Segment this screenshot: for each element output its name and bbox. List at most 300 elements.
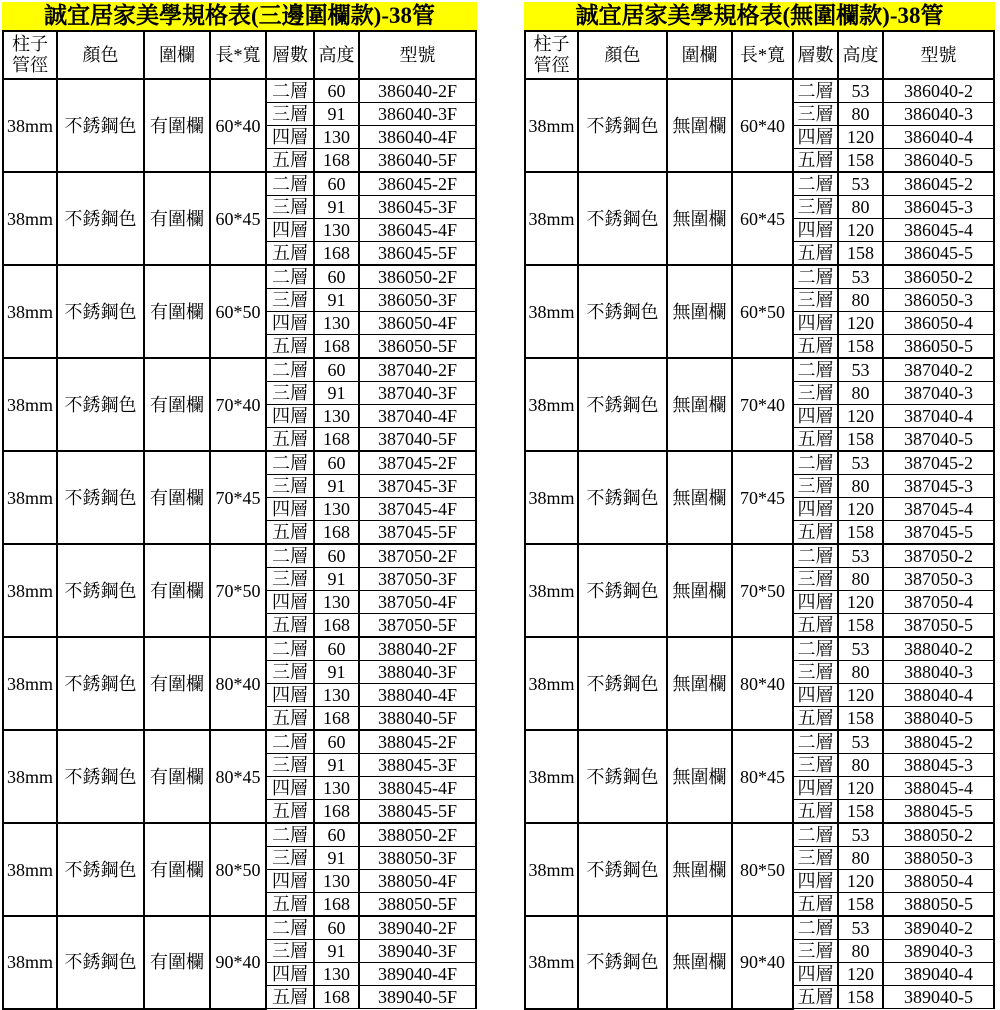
fence-cell: 無圍欄 bbox=[667, 730, 732, 823]
col-header-diameter-line2: 管徑 bbox=[533, 55, 570, 75]
diameter-cell: 38mm bbox=[525, 823, 578, 916]
height-cell: 60 bbox=[314, 637, 359, 661]
height-cell: 168 bbox=[314, 521, 359, 545]
color-cell: 不銹鋼色 bbox=[57, 916, 144, 1009]
header-row bbox=[525, 31, 994, 79]
height-cell: 91 bbox=[314, 754, 359, 777]
fence-cell: 有圍欄 bbox=[144, 544, 210, 637]
model-cell: 387040-4 bbox=[883, 405, 994, 428]
height-cell: 80 bbox=[838, 475, 883, 498]
height-cell: 91 bbox=[314, 847, 359, 870]
layer-cell: 五層 bbox=[266, 149, 314, 173]
size-cell: 70*45 bbox=[210, 451, 266, 544]
color-cell: 不銹鋼色 bbox=[578, 79, 667, 172]
layer-cell: 二層 bbox=[793, 172, 838, 196]
model-cell: 388045-3F bbox=[359, 754, 476, 777]
layer-cell: 五層 bbox=[266, 428, 314, 452]
height-cell: 53 bbox=[838, 79, 883, 103]
height-cell: 53 bbox=[838, 265, 883, 289]
layer-cell: 三層 bbox=[793, 568, 838, 591]
color-cell: 不銹鋼色 bbox=[578, 823, 667, 916]
layer-cell: 五層 bbox=[793, 242, 838, 266]
layer-cell: 三層 bbox=[266, 103, 314, 126]
height-cell: 91 bbox=[314, 382, 359, 405]
layer-cell: 五層 bbox=[266, 614, 314, 638]
height-cell: 53 bbox=[838, 730, 883, 754]
fence-cell: 無圍欄 bbox=[667, 79, 732, 172]
group-row bbox=[525, 544, 994, 568]
size-cell: 60*50 bbox=[732, 265, 793, 358]
col-header-color: 顏色 bbox=[57, 31, 144, 79]
fence-cell: 無圍欄 bbox=[667, 451, 732, 544]
layer-cell: 二層 bbox=[266, 916, 314, 940]
col-header-layers: 層數 bbox=[793, 31, 838, 79]
height-cell: 80 bbox=[838, 568, 883, 591]
height-cell: 91 bbox=[314, 289, 359, 312]
size-cell: 70*40 bbox=[210, 358, 266, 451]
layer-cell: 二層 bbox=[266, 823, 314, 847]
height-cell: 120 bbox=[838, 777, 883, 800]
col-header-size: 長*寬 bbox=[210, 31, 266, 79]
height-cell: 158 bbox=[838, 521, 883, 545]
diameter-cell: 38mm bbox=[525, 451, 578, 544]
model-cell: 387040-3F bbox=[359, 382, 476, 405]
group-row bbox=[525, 730, 994, 754]
size-cell: 60*45 bbox=[732, 172, 793, 265]
layer-cell: 三層 bbox=[266, 475, 314, 498]
layer-cell: 四層 bbox=[266, 963, 314, 986]
color-cell: 不銹鋼色 bbox=[57, 451, 144, 544]
diameter-cell: 38mm bbox=[3, 172, 57, 265]
size-cell: 60*40 bbox=[732, 79, 793, 172]
model-cell: 386050-3 bbox=[883, 289, 994, 312]
height-cell: 120 bbox=[838, 405, 883, 428]
diameter-cell: 38mm bbox=[525, 172, 578, 265]
layer-cell: 三層 bbox=[793, 382, 838, 405]
fence-cell: 有圍欄 bbox=[144, 730, 210, 823]
height-cell: 53 bbox=[838, 637, 883, 661]
diameter-cell: 38mm bbox=[3, 916, 57, 1009]
color-cell: 不銹鋼色 bbox=[57, 358, 144, 451]
height-cell: 60 bbox=[314, 358, 359, 382]
group-row bbox=[525, 79, 994, 103]
fence-cell: 有圍欄 bbox=[144, 358, 210, 451]
spec-table-unfenced bbox=[524, 2, 995, 1010]
model-cell: 387050-4 bbox=[883, 591, 994, 614]
layer-cell: 三層 bbox=[266, 754, 314, 777]
group-row bbox=[3, 730, 476, 754]
model-cell: 387045-4 bbox=[883, 498, 994, 521]
height-cell: 91 bbox=[314, 196, 359, 219]
model-cell: 388045-2F bbox=[359, 730, 476, 754]
height-cell: 80 bbox=[838, 196, 883, 219]
color-cell: 不銹鋼色 bbox=[578, 172, 667, 265]
spec-table-fenced bbox=[2, 2, 477, 1010]
model-cell: 386050-2F bbox=[359, 265, 476, 289]
height-cell: 130 bbox=[314, 963, 359, 986]
height-cell: 91 bbox=[314, 940, 359, 963]
color-cell: 不銹鋼色 bbox=[578, 544, 667, 637]
layer-cell: 三層 bbox=[793, 940, 838, 963]
diameter-cell: 38mm bbox=[3, 79, 57, 172]
fence-cell: 無圍欄 bbox=[667, 916, 732, 1009]
model-cell: 386050-3F bbox=[359, 289, 476, 312]
model-cell: 388040-2F bbox=[359, 637, 476, 661]
fence-cell: 無圍欄 bbox=[667, 544, 732, 637]
height-cell: 120 bbox=[838, 591, 883, 614]
model-cell: 388050-5F bbox=[359, 893, 476, 917]
group-row bbox=[3, 637, 476, 661]
model-cell: 388050-3 bbox=[883, 847, 994, 870]
layer-cell: 二層 bbox=[793, 637, 838, 661]
layer-cell: 三層 bbox=[793, 103, 838, 126]
group-row bbox=[3, 265, 476, 289]
group-row bbox=[3, 358, 476, 382]
size-cell: 80*40 bbox=[732, 637, 793, 730]
diameter-cell: 38mm bbox=[525, 544, 578, 637]
color-cell: 不銹鋼色 bbox=[57, 637, 144, 730]
layer-cell: 五層 bbox=[266, 893, 314, 917]
model-cell: 389040-2 bbox=[883, 916, 994, 940]
model-cell: 386050-5F bbox=[359, 335, 476, 359]
height-cell: 130 bbox=[314, 405, 359, 428]
height-cell: 158 bbox=[838, 428, 883, 452]
layer-cell: 四層 bbox=[793, 405, 838, 428]
layer-cell: 四層 bbox=[266, 870, 314, 893]
model-cell: 388050-3F bbox=[359, 847, 476, 870]
group-row bbox=[525, 451, 994, 475]
col-header-color: 顏色 bbox=[578, 31, 667, 79]
model-cell: 387045-2F bbox=[359, 451, 476, 475]
height-cell: 168 bbox=[314, 149, 359, 173]
model-cell: 388050-4F bbox=[359, 870, 476, 893]
group-row bbox=[3, 544, 476, 568]
layer-cell: 五層 bbox=[266, 800, 314, 824]
layer-cell: 五層 bbox=[793, 428, 838, 452]
height-cell: 168 bbox=[314, 986, 359, 1009]
height-cell: 130 bbox=[314, 312, 359, 335]
model-cell: 389040-5F bbox=[359, 986, 476, 1009]
layer-cell: 四層 bbox=[793, 126, 838, 149]
layer-cell: 三層 bbox=[266, 661, 314, 684]
model-cell: 388045-2 bbox=[883, 730, 994, 754]
layer-cell: 四層 bbox=[793, 684, 838, 707]
model-cell: 388050-2F bbox=[359, 823, 476, 847]
height-cell: 130 bbox=[314, 219, 359, 242]
color-cell: 不銹鋼色 bbox=[57, 823, 144, 916]
layer-cell: 四層 bbox=[793, 777, 838, 800]
height-cell: 130 bbox=[314, 870, 359, 893]
model-cell: 387045-2 bbox=[883, 451, 994, 475]
layer-cell: 二層 bbox=[793, 451, 838, 475]
model-cell: 388050-5 bbox=[883, 893, 994, 917]
model-cell: 386050-4 bbox=[883, 312, 994, 335]
model-cell: 388040-3 bbox=[883, 661, 994, 684]
height-cell: 80 bbox=[838, 103, 883, 126]
height-cell: 158 bbox=[838, 893, 883, 917]
spec-grid-unfenced bbox=[524, 30, 995, 1010]
col-header-size: 長*寬 bbox=[732, 31, 793, 79]
color-cell: 不銹鋼色 bbox=[578, 916, 667, 1009]
size-cell: 80*50 bbox=[732, 823, 793, 916]
group-row bbox=[3, 823, 476, 847]
layer-cell: 二層 bbox=[266, 730, 314, 754]
layer-cell: 五層 bbox=[793, 800, 838, 824]
layer-cell: 三層 bbox=[793, 661, 838, 684]
size-cell: 70*40 bbox=[732, 358, 793, 451]
diameter-cell: 38mm bbox=[3, 358, 57, 451]
model-cell: 387050-5F bbox=[359, 614, 476, 638]
size-cell: 80*45 bbox=[210, 730, 266, 823]
model-cell: 387040-2 bbox=[883, 358, 994, 382]
layer-cell: 五層 bbox=[266, 707, 314, 731]
model-cell: 387045-3 bbox=[883, 475, 994, 498]
layer-cell: 二層 bbox=[793, 544, 838, 568]
height-cell: 130 bbox=[314, 591, 359, 614]
size-cell: 80*50 bbox=[210, 823, 266, 916]
height-cell: 91 bbox=[314, 475, 359, 498]
model-cell: 387045-5 bbox=[883, 521, 994, 545]
layer-cell: 四層 bbox=[266, 777, 314, 800]
height-cell: 80 bbox=[838, 940, 883, 963]
height-cell: 120 bbox=[838, 684, 883, 707]
layer-cell: 三層 bbox=[793, 475, 838, 498]
layer-cell: 三層 bbox=[793, 847, 838, 870]
height-cell: 53 bbox=[838, 544, 883, 568]
diameter-cell: 38mm bbox=[525, 916, 578, 1009]
height-cell: 91 bbox=[314, 103, 359, 126]
fence-cell: 無圍欄 bbox=[667, 265, 732, 358]
model-cell: 389040-4 bbox=[883, 963, 994, 986]
height-cell: 168 bbox=[314, 800, 359, 824]
height-cell: 130 bbox=[314, 126, 359, 149]
model-cell: 387040-4F bbox=[359, 405, 476, 428]
model-cell: 388040-4F bbox=[359, 684, 476, 707]
diameter-cell: 38mm bbox=[3, 730, 57, 823]
height-cell: 158 bbox=[838, 335, 883, 359]
model-cell: 386040-5F bbox=[359, 149, 476, 173]
size-cell: 90*40 bbox=[210, 916, 266, 1009]
model-cell: 387050-2F bbox=[359, 544, 476, 568]
model-cell: 389040-5 bbox=[883, 986, 994, 1009]
layer-cell: 五層 bbox=[793, 149, 838, 173]
layer-cell: 五層 bbox=[266, 521, 314, 545]
height-cell: 80 bbox=[838, 847, 883, 870]
model-cell: 387045-5F bbox=[359, 521, 476, 545]
header-row bbox=[3, 31, 476, 79]
diameter-cell: 38mm bbox=[525, 265, 578, 358]
height-cell: 120 bbox=[838, 312, 883, 335]
layer-cell: 五層 bbox=[793, 614, 838, 638]
height-cell: 53 bbox=[838, 916, 883, 940]
height-cell: 130 bbox=[314, 498, 359, 521]
model-cell: 386040-3 bbox=[883, 103, 994, 126]
layer-cell: 四層 bbox=[266, 498, 314, 521]
height-cell: 60 bbox=[314, 265, 359, 289]
color-cell: 不銹鋼色 bbox=[57, 172, 144, 265]
height-cell: 80 bbox=[838, 661, 883, 684]
height-cell: 168 bbox=[314, 335, 359, 359]
fence-cell: 有圍欄 bbox=[144, 451, 210, 544]
model-cell: 386045-4 bbox=[883, 219, 994, 242]
height-cell: 158 bbox=[838, 614, 883, 638]
model-cell: 386045-3F bbox=[359, 196, 476, 219]
height-cell: 60 bbox=[314, 172, 359, 196]
layer-cell: 四層 bbox=[266, 405, 314, 428]
fence-cell: 有圍欄 bbox=[144, 637, 210, 730]
size-cell: 70*45 bbox=[732, 451, 793, 544]
layer-cell: 三層 bbox=[793, 289, 838, 312]
height-cell: 120 bbox=[838, 219, 883, 242]
fence-cell: 有圍欄 bbox=[144, 172, 210, 265]
group-row bbox=[525, 916, 994, 940]
col-header-model: 型號 bbox=[359, 31, 476, 79]
layer-cell: 二層 bbox=[266, 544, 314, 568]
group-row bbox=[3, 916, 476, 940]
model-cell: 386040-4 bbox=[883, 126, 994, 149]
model-cell: 388040-5 bbox=[883, 707, 994, 731]
model-cell: 388050-4 bbox=[883, 870, 994, 893]
size-cell: 80*45 bbox=[732, 730, 793, 823]
diameter-cell: 38mm bbox=[3, 637, 57, 730]
layer-cell: 五層 bbox=[793, 335, 838, 359]
model-cell: 386040-2 bbox=[883, 79, 994, 103]
color-cell: 不銹鋼色 bbox=[57, 265, 144, 358]
height-cell: 53 bbox=[838, 823, 883, 847]
layer-cell: 三層 bbox=[266, 289, 314, 312]
size-cell: 70*50 bbox=[732, 544, 793, 637]
model-cell: 388040-4 bbox=[883, 684, 994, 707]
model-cell: 388040-5F bbox=[359, 707, 476, 731]
col-header-fence: 圍欄 bbox=[144, 31, 210, 79]
layer-cell: 五層 bbox=[266, 335, 314, 359]
layer-cell: 二層 bbox=[266, 637, 314, 661]
height-cell: 80 bbox=[838, 289, 883, 312]
layer-cell: 四層 bbox=[266, 591, 314, 614]
layer-cell: 四層 bbox=[266, 684, 314, 707]
layer-cell: 四層 bbox=[266, 312, 314, 335]
layer-cell: 二層 bbox=[793, 358, 838, 382]
col-header-layers: 層數 bbox=[266, 31, 314, 79]
color-cell: 不銹鋼色 bbox=[57, 730, 144, 823]
model-cell: 386040-2F bbox=[359, 79, 476, 103]
height-cell: 168 bbox=[314, 707, 359, 731]
layer-cell: 四層 bbox=[793, 963, 838, 986]
col-header-diameter-line1: 柱子 bbox=[533, 34, 570, 54]
model-cell: 388040-3F bbox=[359, 661, 476, 684]
diameter-cell: 38mm bbox=[3, 451, 57, 544]
col-header-diameter bbox=[3, 31, 57, 79]
layer-cell: 四層 bbox=[793, 219, 838, 242]
fence-cell: 有圍欄 bbox=[144, 916, 210, 1009]
model-cell: 388045-3 bbox=[883, 754, 994, 777]
layer-cell: 二層 bbox=[266, 451, 314, 475]
model-cell: 386040-5 bbox=[883, 149, 994, 173]
model-cell: 387050-2 bbox=[883, 544, 994, 568]
group-row bbox=[3, 451, 476, 475]
layer-cell: 五層 bbox=[266, 242, 314, 266]
color-cell: 不銹鋼色 bbox=[578, 451, 667, 544]
group-row bbox=[3, 172, 476, 196]
layer-cell: 二層 bbox=[266, 358, 314, 382]
diameter-cell: 38mm bbox=[525, 79, 578, 172]
fence-cell: 有圍欄 bbox=[144, 823, 210, 916]
height-cell: 158 bbox=[838, 800, 883, 824]
layer-cell: 二層 bbox=[793, 265, 838, 289]
layer-cell: 二層 bbox=[266, 79, 314, 103]
height-cell: 168 bbox=[314, 614, 359, 638]
height-cell: 120 bbox=[838, 126, 883, 149]
color-cell: 不銹鋼色 bbox=[578, 265, 667, 358]
model-cell: 387050-3F bbox=[359, 568, 476, 591]
layer-cell: 四層 bbox=[266, 126, 314, 149]
height-cell: 60 bbox=[314, 916, 359, 940]
layer-cell: 二層 bbox=[266, 172, 314, 196]
fence-cell: 有圍欄 bbox=[144, 79, 210, 172]
layer-cell: 二層 bbox=[793, 730, 838, 754]
layer-cell: 三層 bbox=[793, 196, 838, 219]
color-cell: 不銹鋼色 bbox=[578, 358, 667, 451]
fence-cell: 無圍欄 bbox=[667, 637, 732, 730]
layer-cell: 三層 bbox=[266, 568, 314, 591]
height-cell: 168 bbox=[314, 893, 359, 917]
layer-cell: 四層 bbox=[793, 498, 838, 521]
size-cell: 90*40 bbox=[732, 916, 793, 1009]
model-cell: 386045-4F bbox=[359, 219, 476, 242]
table-title-unfenced: 誠宜居家美學規格表(無圍欄款)-38管 bbox=[524, 2, 995, 30]
model-cell: 389040-4F bbox=[359, 963, 476, 986]
model-cell: 388040-2 bbox=[883, 637, 994, 661]
color-cell: 不銹鋼色 bbox=[57, 79, 144, 172]
model-cell: 387050-5 bbox=[883, 614, 994, 638]
model-cell: 386050-2 bbox=[883, 265, 994, 289]
height-cell: 80 bbox=[838, 754, 883, 777]
model-cell: 388045-4F bbox=[359, 777, 476, 800]
model-cell: 387050-3 bbox=[883, 568, 994, 591]
spec-grid-fenced bbox=[2, 30, 477, 1010]
model-cell: 387040-5 bbox=[883, 428, 994, 452]
model-cell: 387040-2F bbox=[359, 358, 476, 382]
model-cell: 386040-3F bbox=[359, 103, 476, 126]
model-cell: 389040-2F bbox=[359, 916, 476, 940]
layer-cell: 五層 bbox=[793, 707, 838, 731]
height-cell: 158 bbox=[838, 149, 883, 173]
layer-cell: 三層 bbox=[266, 940, 314, 963]
layer-cell: 三層 bbox=[266, 196, 314, 219]
model-cell: 387040-3 bbox=[883, 382, 994, 405]
layer-cell: 五層 bbox=[793, 986, 838, 1009]
layer-cell: 二層 bbox=[793, 916, 838, 940]
height-cell: 120 bbox=[838, 870, 883, 893]
size-cell: 60*50 bbox=[210, 265, 266, 358]
col-header-height: 高度 bbox=[838, 31, 883, 79]
group-row bbox=[3, 79, 476, 103]
model-cell: 389040-3 bbox=[883, 940, 994, 963]
height-cell: 60 bbox=[314, 823, 359, 847]
model-cell: 387040-5F bbox=[359, 428, 476, 452]
layer-cell: 二層 bbox=[793, 79, 838, 103]
color-cell: 不銹鋼色 bbox=[578, 730, 667, 823]
diameter-cell: 38mm bbox=[525, 358, 578, 451]
height-cell: 60 bbox=[314, 451, 359, 475]
diameter-cell: 38mm bbox=[3, 544, 57, 637]
fence-cell: 無圍欄 bbox=[667, 823, 732, 916]
model-cell: 386040-4F bbox=[359, 126, 476, 149]
height-cell: 158 bbox=[838, 242, 883, 266]
height-cell: 53 bbox=[838, 172, 883, 196]
diameter-cell: 38mm bbox=[525, 730, 578, 823]
layer-cell: 三層 bbox=[266, 847, 314, 870]
